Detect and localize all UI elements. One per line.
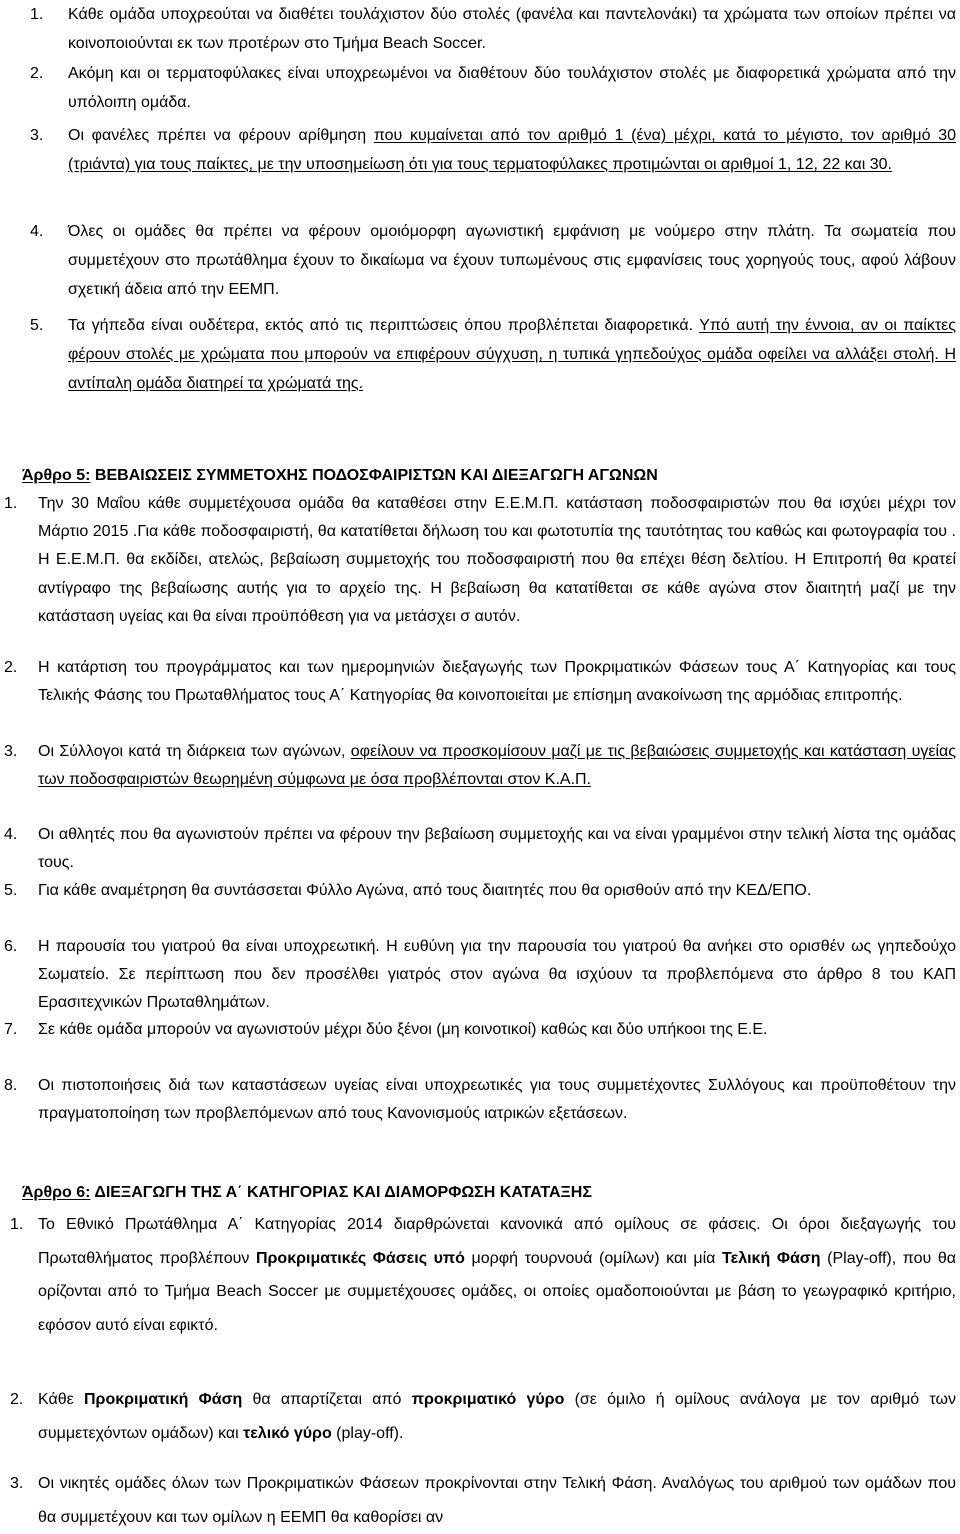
text-run: θα απαρτίζεται από — [242, 1391, 412, 1408]
text-run: (play-off). — [331, 1424, 404, 1442]
bold-phrase: Προκριματικές Φάσεις υπό — [255, 1249, 465, 1267]
list-number: 8. — [4, 1077, 18, 1094]
text-run: Όλες οι ομάδες θα πρέπει να φέρουν ομοιόμορφη αγωνιστική εμφάνιση με νούμερο στην πλάτη. Τα σωματεία που συμμετέχουν στο πρωτάθλημα έχουν το δικαίωμα να έχουν τυπωμένους στις εμφανίσεις τους χορηγούς τους, αφού λάβουν σχετική άδεια από την ΕΕΜΠ. — [68, 223, 956, 298]
list-item — [30, 0, 956, 58]
list-number: 3. — [30, 127, 44, 144]
list-item — [30, 121, 956, 179]
text-run: Οι αθλητές που θα αγωνιστούν πρέπει να φέρουν την βεβαίωση συμμετοχής και να είναι γραμμένοι στην τελική λίστα της ομάδας τους. — [38, 826, 956, 872]
list-item — [4, 738, 956, 794]
list-item — [10, 1383, 956, 1450]
list-item — [4, 1072, 956, 1128]
list-item-text — [38, 1016, 956, 1044]
text-run: Για κάθε αναμέτρηση θα συντάσσεται Φύλλο Αγώνα, από τους διαιτητές που θα ορισθούν από την ΚΕΔ/ΕΠΟ. — [38, 882, 812, 899]
article-6-heading — [22, 1183, 592, 1203]
list-number: 3. — [4, 743, 18, 760]
text-run: Οι νικητές ομάδες όλων των Προκριματικών Φάσεων προκρίνονται στην Τελική Φάση. Αναλόγως του αριθμού των ομάδων που θα συμμετέχουν και των ομίλων η ΕΕΜΠ θα καθορίσει αν — [38, 1475, 956, 1526]
list-number: 1. — [30, 6, 44, 23]
text-run: Η παρουσία του γιατρού θα είναι υποχρεωτική. Η ευθύνη για την παρουσία του γιατρού θα ανήκει στο ορισθέν ως γηπεδούχο Σωματείο. Σε περίπτωση που δεν προσέλθει γιατρός στον αγώνα θα ισχύουν τα προβλεπόμενα στο άρθρο 8 του ΚΑΠ Ερασιτεχνικών Πρωταθλημάτων. — [38, 938, 956, 1012]
list-item — [30, 217, 956, 304]
list-number: 5. — [30, 317, 44, 334]
text-run: Οι φανέλες πρέπει να φέρουν αρίθμηση — [68, 127, 374, 144]
underlined-phrase: που κυμαίνεται από τον αριθμό 1 (ένα) μέχρι, κατά το μέγιστο, τον αριθμό 30 (τριάντα) για τους παίκτες, με την υποσημείωση ότι για τους τερματοφύλακες προτιμώνται οι αριθμοί 1, 12, 22 και 30. — [68, 127, 957, 173]
list-item — [4, 933, 956, 1018]
list-item-text — [38, 490, 956, 631]
article-5-prefix: Άρθρο 5: — [22, 467, 91, 484]
underlined-phrase: οφείλουν να προσκομίσουν μαζί με τις βεβαιώσεις συμμετοχής και κατάσταση υγείας των ποδοσφαιριστών θεωρημένη σύμφωνα με όσα προβλέπονται στον Κ.Α.Π. — [38, 743, 957, 789]
text-run: Οι Σύλλογοι κατά τη διάρκεια των αγώνων, — [38, 743, 351, 760]
text-run: Κάθε — [38, 1391, 84, 1408]
bold-phrase: Προκριματική Φάση — [83, 1391, 243, 1408]
list-number: 5. — [4, 882, 18, 899]
article-6-prefix: Άρθρο 6: — [22, 1184, 91, 1201]
text-run: (Play-off), που θα ορίζονται από το Τμήμα Beach Soccer με συμμετέχουσες ομάδες, οι οποίες ομαδοποιούνται με βάση το γεωγραφικό κριτήριο, εφόσον αυτό είναι εφικτό. — [38, 1249, 956, 1334]
list-number: 1. — [10, 1216, 24, 1233]
text-run: Το Εθνικό Πρωτάθλημα Α΄ Κατηγορίας 2014 διαρθρώνεται κανονικά από ομίλους σε φάσεις. Οι όροι διεξαγωγής του Πρωταθλήματος προβλέπουν — [38, 1216, 956, 1267]
list-item — [4, 877, 956, 905]
list-number: 1. — [4, 495, 18, 512]
list-item-text — [38, 1383, 956, 1450]
list-number: 4. — [30, 223, 44, 240]
list-item — [30, 311, 956, 398]
underlined-phrase: Υπό αυτή την έννοια, αν οι παίκτες φέρουν στολές με χρώματα που μπορούν να επιφέρουν σύγχυση, η τυπικά γηπεδούχος ομάδα οφείλει να αλλάξει στολή. Η αντίπαλη ομάδα διατηρεί τα χρώματά της. — [68, 317, 957, 392]
list-item-text — [38, 821, 956, 877]
list-number: 4. — [4, 826, 18, 843]
list-item-text — [38, 1072, 956, 1128]
list-number: 7. — [4, 1021, 18, 1038]
bold-phrase: Τελική Φάση — [722, 1249, 821, 1267]
text-run: Κάθε ομάδα υποχρεούται να διαθέτει τουλάχιστον δύο στολές (φανέλα και παντελονάκι) τα χρώματα των οποίων πρέπει να κοινοποιούνται εκ των προτέρων στο Τμήμα Beach Soccer. — [68, 6, 956, 52]
text-run: Την 30 Μαΐου κάθε συμμετέχουσα ομάδα θα καταθέσει στην Ε.Ε.Μ.Π. κατάσταση ποδοσφαιριστών που θα ισχύει μέχρι τον Μάρτιο 2015 .Για κάθε ποδοσφαιριστή, θα κατατίθεται δήλωση του και φωτοτυπία της ταυτότητας του καθώς και φωτογραφία του . Η Ε.Ε.Μ.Π. θα εκδίδει, ατελώς, βεβαίωση συμμετοχής του ποδοσφαιριστή που θα επέχει θέση δελτίου. Η Επιτροπή θα κρατεί αντίγραφο της βεβαίωσης αυτής για το αρχείο της. Η βεβαίωση θα κατατίθεται σε κάθε αγώνα στον διαιτητή μαζί με την κατάσταση υγείας και θα είναι προϋπόθεση για να μετάσχει σ αυτόν. — [38, 495, 956, 625]
list-number: 6. — [4, 938, 18, 955]
text-run: Τα γήπεδα είναι ουδέτερα, εκτός από τις περιπτώσεις όπου προβλέπεται διαφορετικά. — [68, 317, 700, 334]
list-item-text — [38, 738, 956, 794]
list-item — [4, 490, 956, 631]
list-item — [4, 654, 956, 710]
text-run: Η κατάρτιση του προγράμματος και των ημερομηνιών διεξαγωγής των Προκριματικών Φάσεων τους Α΄ Κατηγορίας και τους Τελικής Φάσης του Πρωταθλήματος τους Α΄ Κατηγορίας θα κοινοποιείται με επίσημη ανακοίνωση της αρμόδιας επιτροπής. — [38, 659, 956, 705]
text-run: (σε όμιλο ή ομίλους ανάλογα με τον αριθμό των συμμετεχόντων ομάδων) και — [38, 1391, 956, 1442]
list-item — [4, 1016, 956, 1044]
list-item-text — [68, 217, 956, 304]
text-run: Ακόμη και οι τερματοφύλακες είναι υποχρεωμένοι να διαθέτουν δύο τουλάχιστον στολές με διαφορετικά χρώματα από την υπόλοιπη ομάδα. — [68, 65, 956, 111]
bold-phrase: τελικό γύρο — [243, 1424, 332, 1442]
text-run: Οι πιστοποιήσεις διά των καταστάσεων υγείας είναι υποχρεωτικές για τους συμμετέχοντες Συλλόγους και προϋποθέτουν την πραγματοποίηση των προβλεπόμενων από τους Κανονισμούς ιατρικών εξετάσεων. — [38, 1077, 956, 1123]
list-item — [4, 821, 956, 877]
list-item-text — [68, 311, 956, 398]
article-6-title: ΔΙΕΞΑΓΩΓΗ ΤΗΣ Α΄ ΚΑΤΗΓΟΡΙΑΣ ΚΑΙ ΔΙΑΜΟΡΦΩΣΗ ΚΑΤΑΤΑΞΗΣ — [94, 1184, 592, 1201]
list-item-text — [38, 933, 956, 1018]
list-item — [30, 59, 956, 117]
list-item — [10, 1208, 956, 1342]
text-run: Σε κάθε ομάδα μπορούν να αγωνιστούν μέχρι δύο ξένοι (μη κοινοτικοί) καθώς και δύο υπήκοοι της Ε.Ε. — [38, 1021, 768, 1038]
list-item-text — [38, 654, 956, 710]
list-item-text — [68, 0, 956, 58]
list-number: 2. — [30, 65, 44, 82]
list-number: 2. — [10, 1391, 24, 1408]
article-5-title: ΒΕΒΑΙΩΣΕΙΣ ΣΥΜΜΕΤΟΧΗΣ ΠΟΔΟΣΦΑΙΡΙΣΤΩΝ ΚΑΙ ΔΙΕΞΑΓΩΓΗ ΑΓΩΝΩΝ — [94, 467, 658, 484]
list-item-text — [68, 59, 956, 117]
text-run: μορφή τουρνουά (ομίλων) και μία — [464, 1249, 723, 1267]
list-number: 3. — [10, 1475, 24, 1492]
list-item-text — [38, 877, 956, 905]
list-number: 2. — [4, 659, 18, 676]
list-item-text — [38, 1208, 956, 1342]
list-item-text — [68, 121, 956, 179]
article-5-heading — [22, 466, 658, 486]
bold-phrase: προκριματικό γύρο — [411, 1391, 565, 1408]
